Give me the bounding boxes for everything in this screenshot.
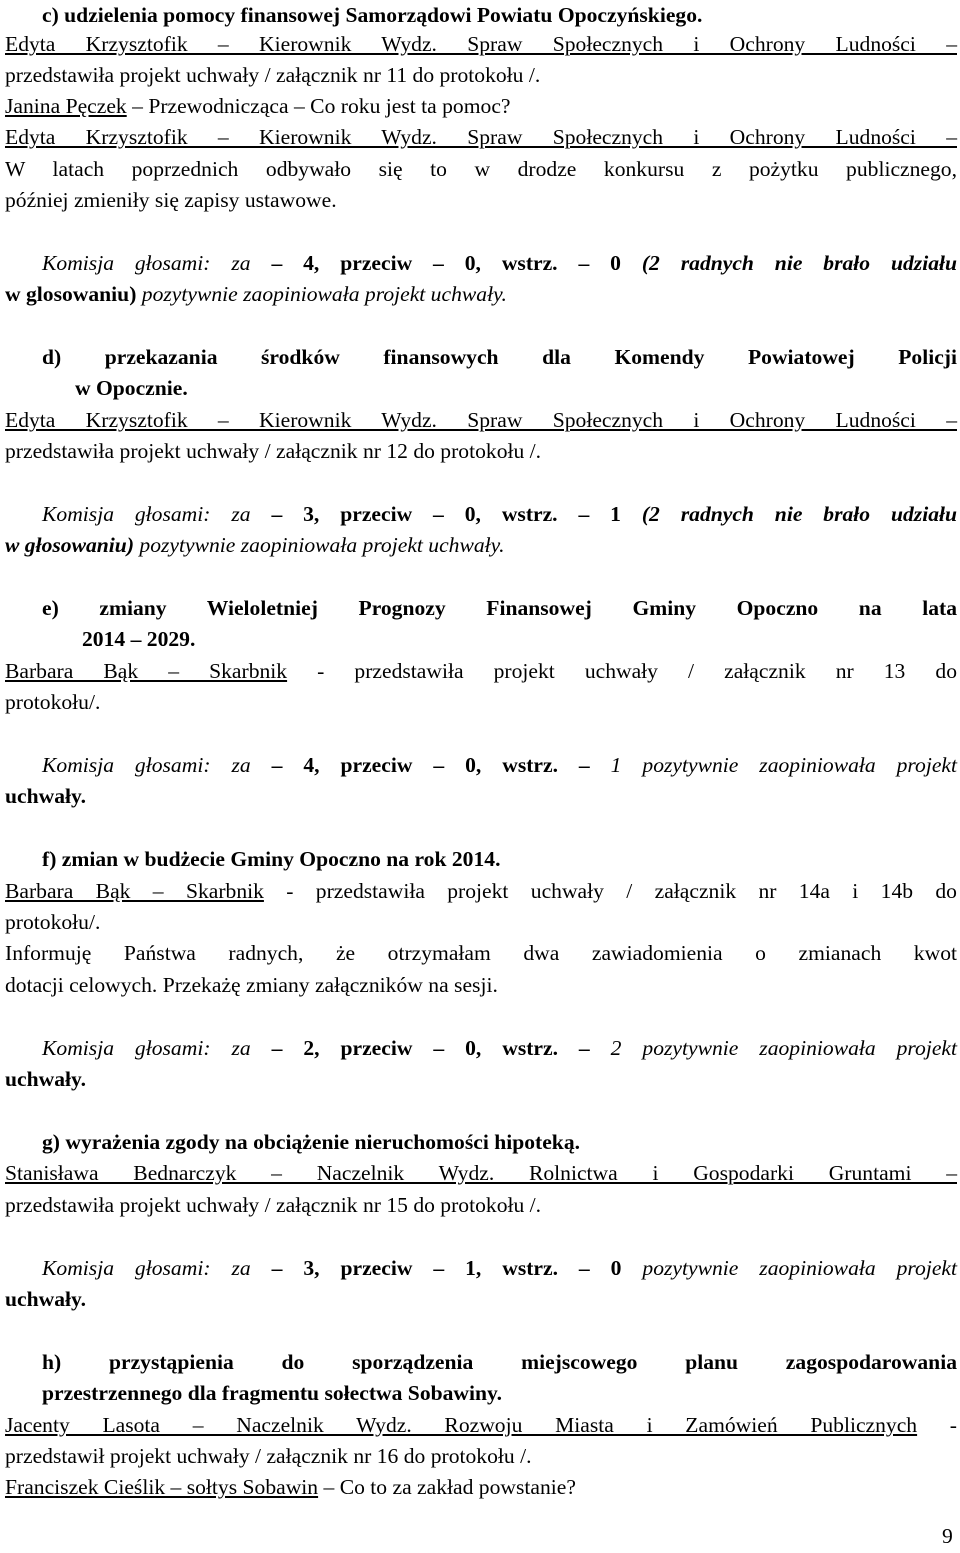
- speaker-name: Edyta Krzysztofik – Kierownik Wydz. Spraw Społecznych i Ochrony Ludności –: [5, 32, 957, 56]
- answer-text: później zmieniły się zapisy ustawowe.: [5, 188, 337, 212]
- heading-h: h) przystąpienia do sporządzenia miejscowego planu zagospodarowania: [42, 1350, 957, 1374]
- vote-line: Komisja głosami: za – 4, przeciw – 0, wstrz. – 0 (2 radnych nie brało udziału: [42, 251, 957, 275]
- note-text: Informuję Państwa radnych, że otrzymałam dwa zawiadomienia o zmianach kwot: [5, 941, 957, 965]
- vote-line: uchwały.: [5, 1067, 86, 1091]
- heading-e: e) zmiany Wieloletniej Prognozy Finansowej Gminy Opoczno na lata: [42, 596, 957, 620]
- question-text: – Przewodnicząca – Co roku jest ta pomoc?: [126, 94, 511, 118]
- speaker-name: Stanisława Bednarczyk – Naczelnik Wydz. Rolnictwa i Gospodarki Gruntami –: [5, 1161, 957, 1185]
- question-line: [5, 91, 957, 122]
- speaker-line: [5, 122, 957, 153]
- speaker-line: Barbara Bąk – Skarbnik - przedstawiła projekt uchwały / załącznik nr 13 do: [5, 659, 957, 683]
- vote-line: Komisja głosami: za – 3, przeciw – 1, wstrz. – 0 pozytywnie zaopiniowała projekt: [42, 1256, 957, 1280]
- question-line: [5, 1472, 957, 1503]
- note-text: dotacji celowych. Przekażę zmiany załączników na sesji.: [5, 973, 498, 997]
- vote-line: uchwały.: [5, 1287, 86, 1311]
- speaker-name: Edyta Krzysztofik – Kierownik Wydz. Spraw Społecznych i Ochrony Ludności –: [5, 125, 957, 149]
- heading-d-cont: w Opocznie.: [75, 376, 188, 400]
- answer-text: W latach poprzednich odbywało się to w drodze konkursu z pożytku publicznego,: [5, 157, 957, 181]
- vote-line: uchwały.: [5, 784, 86, 808]
- heading-e-cont: 2014 – 2029.: [82, 627, 196, 651]
- body-text: przedstawiła projekt uchwały / załącznik nr 12 do protokołu /.: [5, 439, 542, 463]
- heading-f: f) zmian w budżecie Gminy Opoczno na rok 2014.: [42, 847, 501, 871]
- vote-line: Komisja głosami: za – 3, przeciw – 0, wstrz. – 1 (2 radnych nie brało udziału: [42, 502, 957, 526]
- heading-c: c) udzielenia pomocy finansowej Samorządowi Powiatu Opoczyńskiego.: [42, 3, 703, 27]
- speaker-name: Edyta Krzysztofik – Kierownik Wydz. Spraw Społecznych i Ochrony Ludności –: [5, 408, 957, 432]
- vote-line: w głosowaniu) pozytywnie zaopiniowała projekt uchwały.: [5, 533, 505, 557]
- heading-d: d) przekazania środków finansowych dla Komendy Powiatowej Policji: [42, 345, 957, 369]
- page-number: 9: [942, 1524, 953, 1548]
- body-text: przedstawiła projekt uchwały / załącznik nr 11 do protokołu /.: [5, 63, 541, 87]
- speaker-name: Jacenty Lasota – Naczelnik Wydz. Rozwoju Miasta i Zamówień Publicznych: [5, 1413, 918, 1437]
- body-text: protokołu/.: [5, 910, 101, 934]
- speaker-line: [5, 29, 957, 60]
- body-text: przedstawił projekt uchwały / załącznik nr 16 do protokołu /.: [5, 1444, 532, 1468]
- body-text: przedstawiła projekt uchwały / załącznik nr 15 do protokołu /.: [5, 1193, 542, 1217]
- speaker-line: [5, 405, 957, 436]
- speaker-line: [5, 1158, 957, 1189]
- heading-g: g) wyrażenia zgody na obciążenie nieruchomości hipoteką.: [42, 1130, 581, 1154]
- speaker-name: Janina Pęczek: [5, 94, 127, 118]
- speaker-name: Barbara Bąk – Skarbnik: [5, 659, 288, 683]
- speaker-name: Barbara Bąk – Skarbnik: [5, 879, 264, 903]
- speaker-line: Barbara Bąk – Skarbnik - przedstawiła projekt uchwały / załącznik nr 14a i 14b do: [5, 879, 957, 903]
- vote-line: Komisja głosami: za – 4, przeciw – 0, wstrz. – 1 pozytywnie zaopiniowała projekt: [42, 753, 957, 777]
- vote-line: w glosowaniu) pozytywnie zaopiniowała projekt uchwały.: [5, 282, 507, 306]
- question-text: – Co to za zakład powstanie?: [318, 1475, 576, 1499]
- vote-line: Komisja głosami: za – 2, przeciw – 0, wstrz. – 2 pozytywnie zaopiniowała projekt: [42, 1036, 957, 1060]
- heading-h-cont: przestrzennego dla fragmentu sołectwa Sobawiny.: [42, 1381, 503, 1405]
- speaker-line: Jacenty Lasota – Naczelnik Wydz. Rozwoju Miasta i Zamówień Publicznych -: [5, 1413, 957, 1437]
- speaker-name: Franciszek Cieślik – sołtys Sobawin: [5, 1475, 319, 1499]
- body-text: protokołu/.: [5, 690, 101, 714]
